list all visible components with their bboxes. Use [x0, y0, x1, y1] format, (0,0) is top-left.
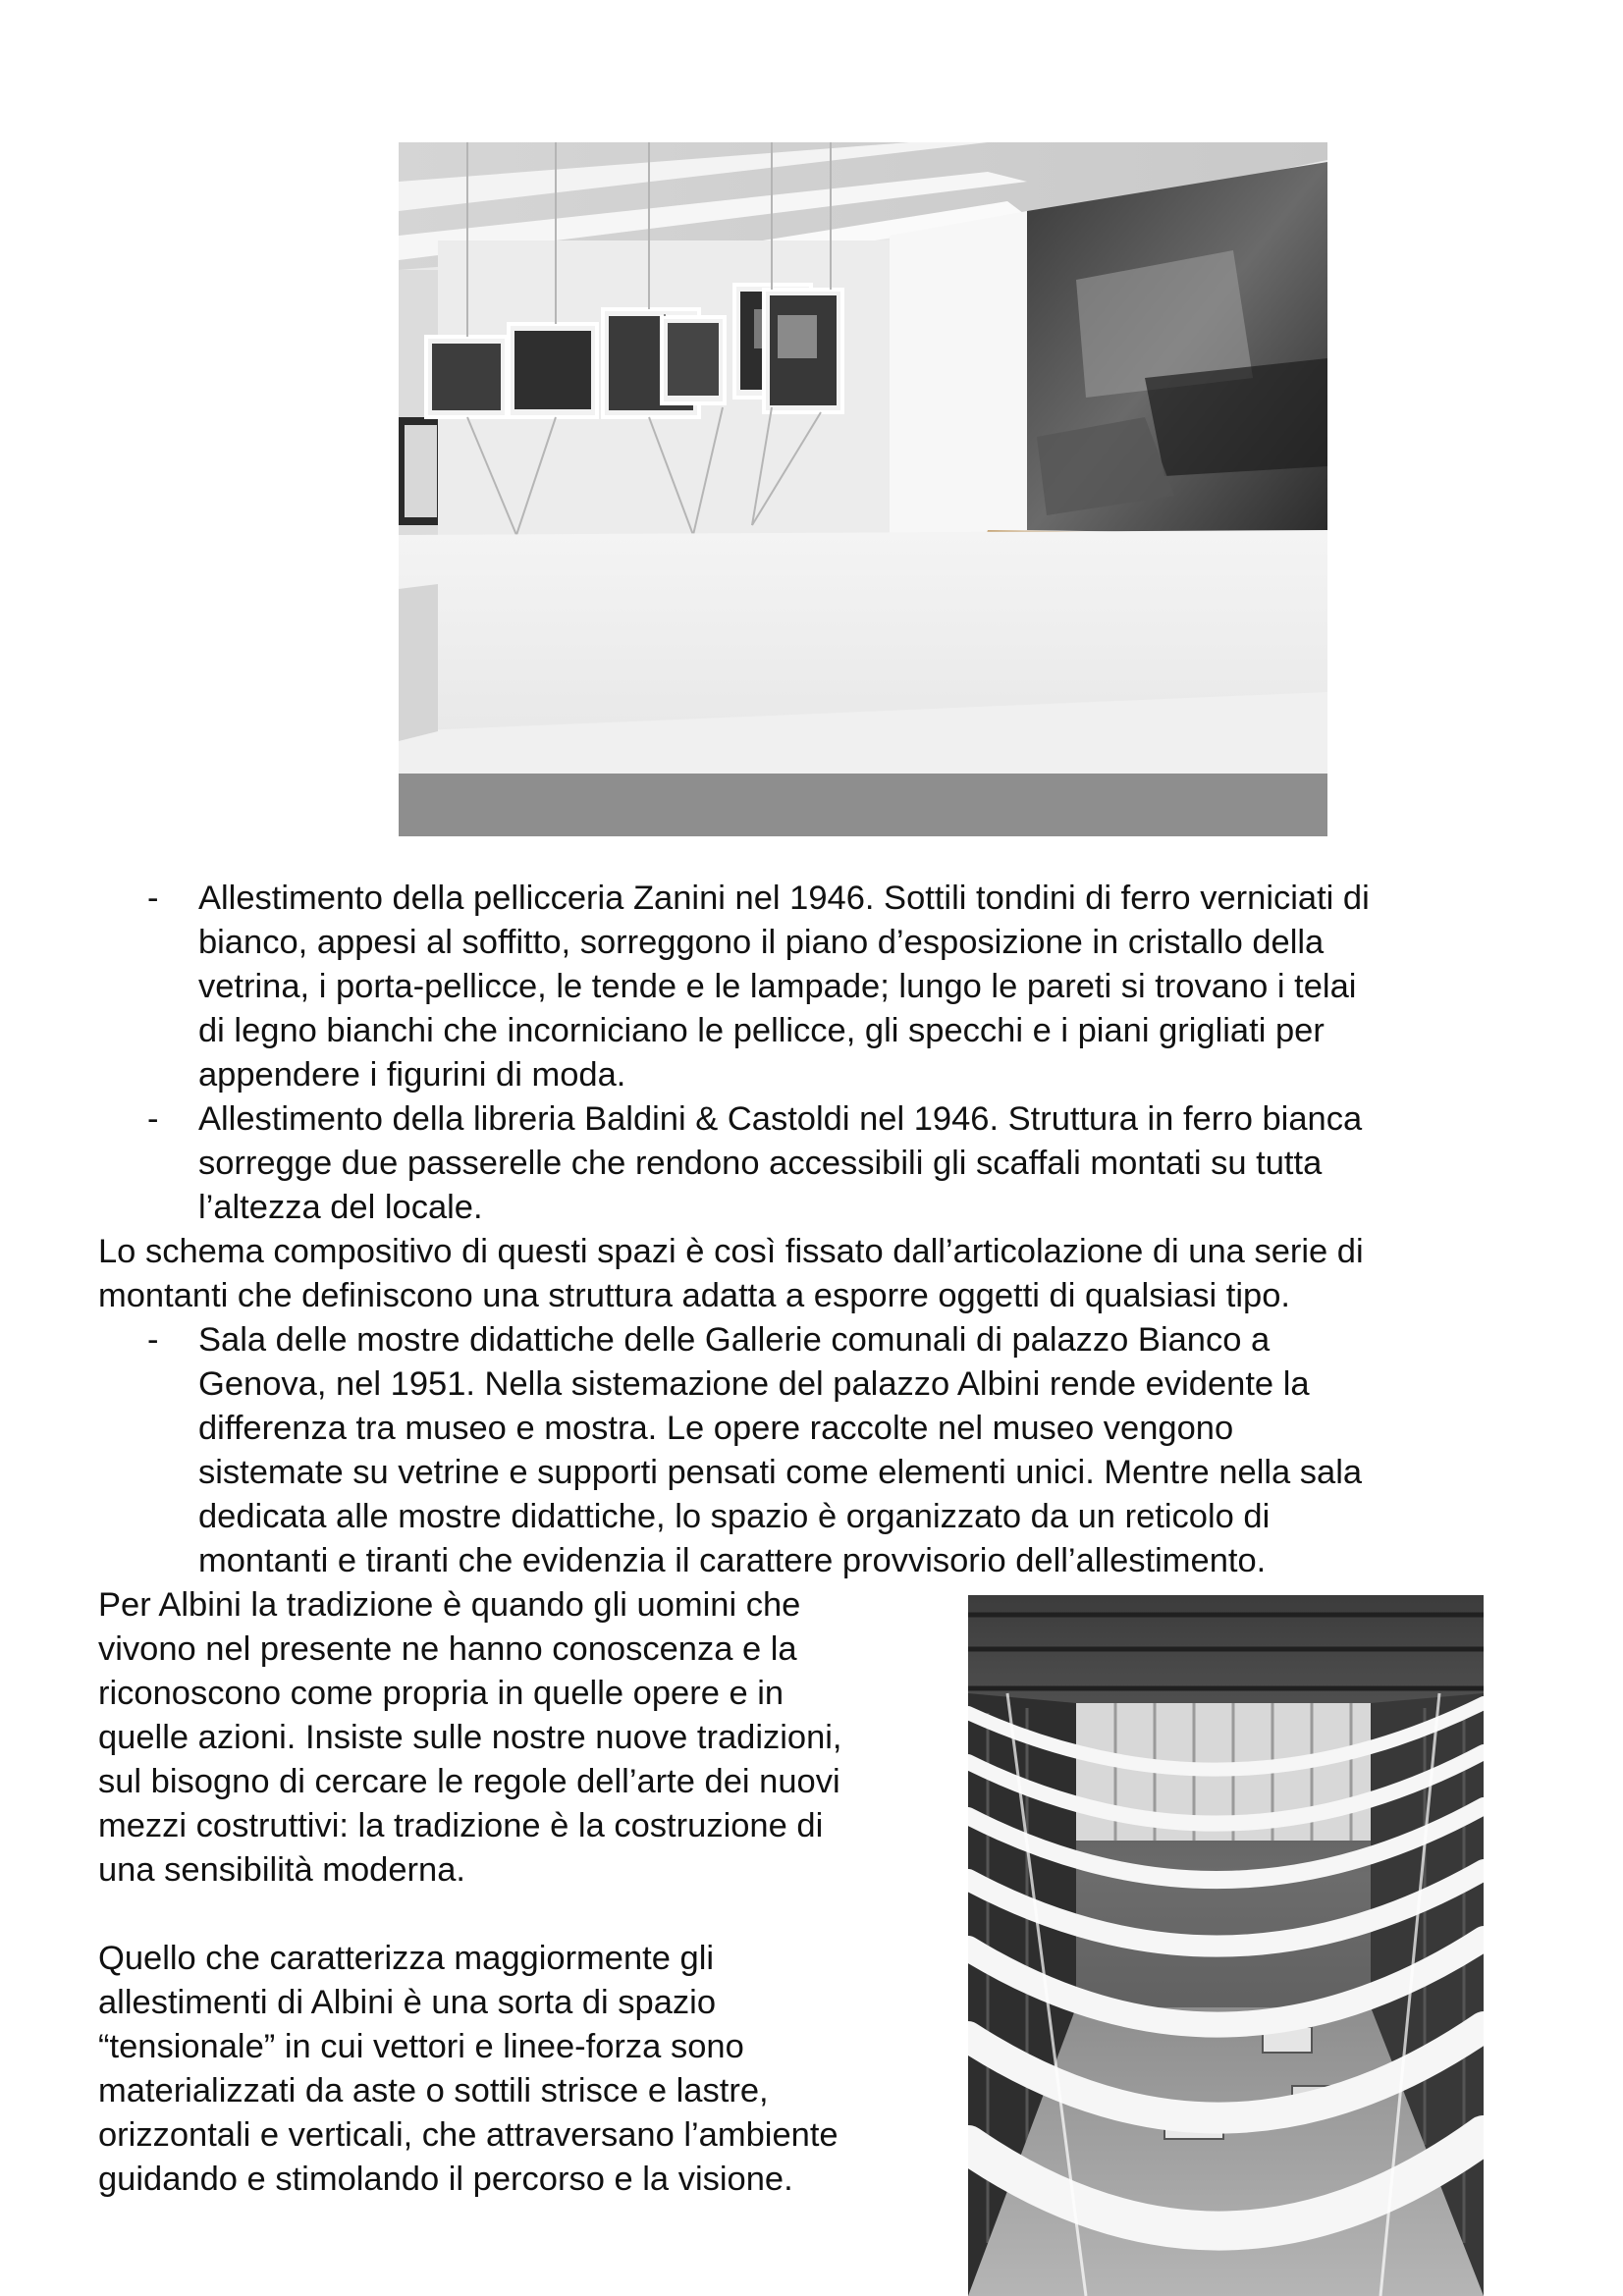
text-line: dedicata alle mostre didattiche, lo spazio è organizzato da un reticolo di	[198, 1498, 1271, 1535]
text-line: Genova, nel 1951. Nella sistemazione del palazzo Albini rende evidente la	[198, 1365, 1310, 1403]
paragraph-schema	[98, 1230, 1364, 1318]
text-line: montanti che definiscono una struttura adatta a esporre oggetti di qualsiasi tipo.	[98, 1277, 1291, 1314]
paragraph-spazio-tensionale	[98, 1937, 839, 2202]
bullet-dash: -	[147, 1321, 159, 1359]
text-line: vetrina, i porta-pellicce, le tende e le lampade; lungo le pareti si trovano i telai	[198, 968, 1357, 1005]
text-line: sul bisogno di cercare le regole dell’arte dei nuovi	[98, 1763, 840, 1800]
text-line: una sensibilità moderna.	[98, 1851, 465, 1889]
text-line: Allestimento della pellicceria Zanini nel 1946. Sottili tondini di ferro verniciati di	[198, 880, 1370, 917]
text-line: guidando e stimolando il percorso e la visione.	[98, 2161, 793, 2198]
text-line: bianco, appesi al soffitto, sorreggono il piano d’esposizione in cristallo della	[198, 924, 1325, 961]
text-line: sorregge due passerelle che rendono accessibili gli scaffali montati su tutta	[198, 1145, 1323, 1182]
text-line: montanti e tiranti che evidenzia il carattere provvisorio dell’allestimento.	[198, 1542, 1267, 1579]
text-line: differenza tra museo e mostra. Le opere raccolte nel museo vengono	[198, 1410, 1234, 1447]
bullet-dash: -	[147, 880, 159, 917]
text-line: allestimenti di Albini è una sorta di spazio	[98, 1984, 717, 2021]
paragraph-tradizione	[98, 1583, 842, 1893]
text-line: di legno bianchi che incorniciano le pellicce, gli specchi e i piani grigliati per	[198, 1012, 1325, 1049]
text-line: vivono nel presente ne hanno conoscenza e la	[98, 1630, 797, 1668]
text-line: quelle azioni. Insiste sulle nostre nuove tradizioni,	[98, 1719, 842, 1756]
text-line: orizzontali e verticali, che attraversano l’ambiente	[98, 2116, 839, 2154]
text-line: sistemate su vetrine e supporti pensati come elementi unici. Mentre nella sala	[198, 1454, 1363, 1491]
text-line: mezzi costruttivi: la tradizione è la costruzione di	[98, 1807, 824, 1844]
text-line: appendere i figurini di moda.	[198, 1056, 626, 1094]
exhibition-model-photo-icon	[399, 142, 1327, 836]
tensile-strips-exhibition-photo-icon	[968, 1595, 1484, 2296]
text-line: Lo schema compositivo di questi spazi è così fissato dall’articolazione di una serie di	[98, 1233, 1364, 1270]
text-line: Quello che caratterizza maggiormente gli	[98, 1940, 715, 1977]
bullet-dash: -	[147, 1100, 159, 1138]
text-line: Per Albini la tradizione è quando gli uomini che	[98, 1586, 801, 1624]
text-line: l’altezza del locale.	[198, 1189, 483, 1226]
text-line: Allestimento della libreria Baldini & Castoldi nel 1946. Struttura in ferro bianca	[198, 1100, 1363, 1138]
text-line: Sala delle mostre didattiche delle Gallerie comunali di palazzo Bianco a	[198, 1321, 1271, 1359]
text-line: materializzati da aste o sottili strisce e lastre,	[98, 2072, 769, 2109]
text-line: riconoscono come propria in quelle opere e in	[98, 1675, 784, 1712]
text-line: “tensionale” in cui vettori e linee-forza sono	[98, 2028, 744, 2065]
